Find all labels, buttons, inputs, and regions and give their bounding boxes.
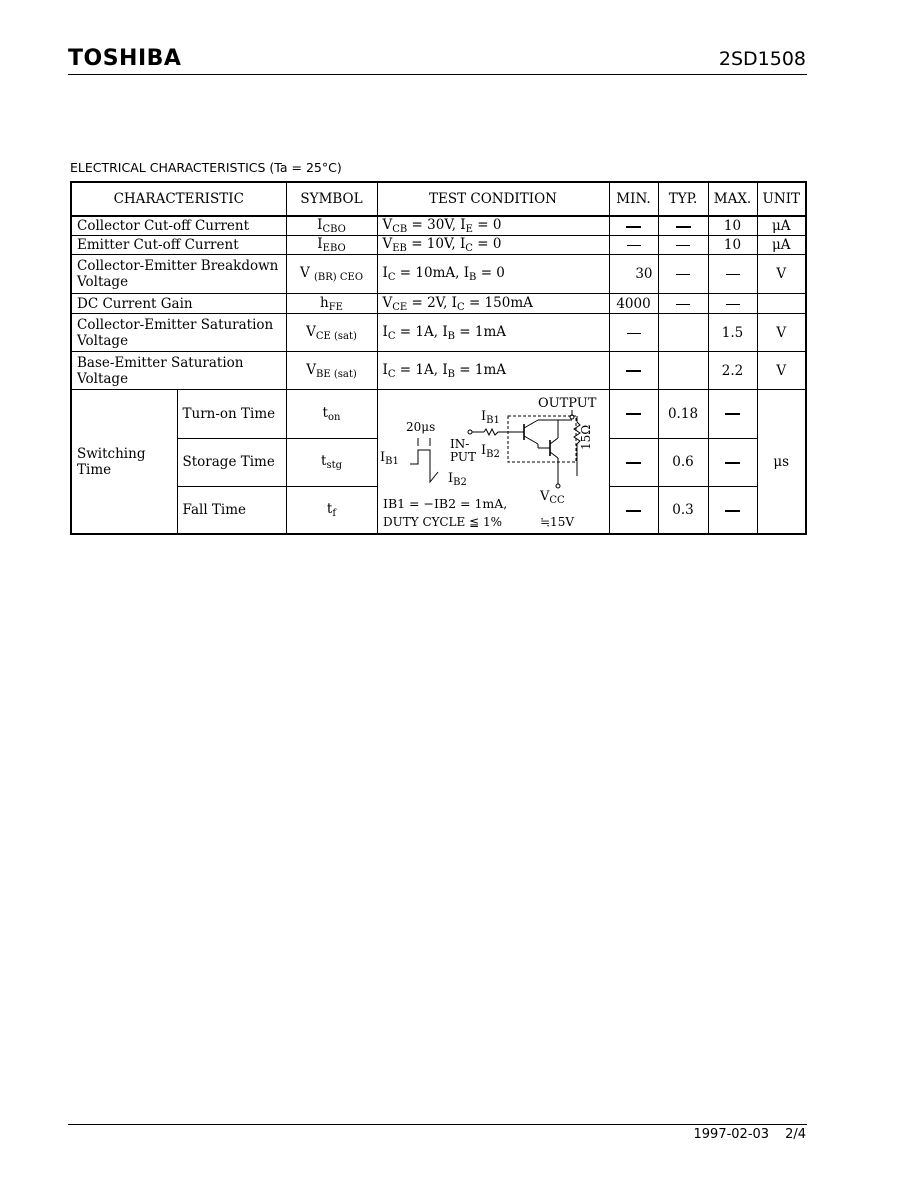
row-typ: [658, 236, 708, 255]
row-max: [708, 438, 757, 487]
row-symbol: $I_{EBO}$: [286, 236, 377, 255]
row-symbol: $t_{on}$: [286, 390, 377, 439]
switching-time-label: Switching Time: [71, 390, 177, 535]
table-row: [71, 236, 806, 255]
vcc-terminal-icon: [556, 484, 560, 488]
row-test-condition: $I_C = 10mA$, $I_B = 0$: [377, 255, 609, 294]
vcc-label: $V_{CC}$: [539, 489, 565, 506]
header-characteristic: CHARACTERISTIC: [71, 182, 286, 216]
table-header-row: [71, 182, 806, 216]
input-label: IN-: [449, 437, 469, 451]
row-max: 10: [708, 236, 757, 255]
toshiba-logo: TOSHIBA: [68, 46, 182, 71]
row-symbol: $t_f$: [286, 487, 377, 535]
table-row: [71, 314, 806, 352]
pulse-waveform-icon: [410, 450, 438, 482]
switching-unit: μs: [757, 390, 806, 535]
row-min: [609, 487, 658, 535]
row-typ: [658, 294, 708, 314]
row-unit: [757, 294, 806, 314]
row-symbol: $t_{stg}$: [286, 438, 377, 487]
ib1-label: $I_{B1}$: [480, 409, 500, 426]
row-max: [708, 390, 757, 439]
table-row: [71, 390, 806, 439]
row-max: [708, 294, 757, 314]
footer-date: 1997-02-03: [693, 1127, 770, 1142]
row-unit: μA: [757, 216, 806, 236]
row-characteristic: Base-Emitter Saturation Voltage: [71, 352, 286, 390]
row-min: [609, 216, 658, 236]
input-label-2: PUT: [449, 450, 476, 464]
row-symbol: $h_{FE}$: [286, 294, 377, 314]
switching-test-circuit: [377, 390, 609, 535]
row-min: 30: [609, 255, 658, 294]
switching-item-name: Fall Time: [177, 487, 286, 535]
row-typ: [658, 314, 708, 352]
ib2-pulse-label: $I_{B2}$: [447, 471, 467, 488]
header-min: MIN.: [609, 182, 658, 216]
row-min: [609, 314, 658, 352]
pulse-width-label: 20μs: [405, 420, 435, 434]
row-min: [609, 438, 658, 487]
header-unit: UNIT: [757, 182, 806, 216]
switching-condition-1: IB1 = −IB2 = 1mA,: [382, 496, 507, 511]
row-characteristic: Collector Cut-off Current: [71, 216, 286, 236]
header-symbol: SYMBOL: [286, 182, 377, 216]
row-characteristic: Collector-Emitter Breakdown Voltage: [71, 255, 286, 294]
header-max: MAX.: [708, 182, 757, 216]
footer: [678, 1127, 806, 1142]
row-unit: V: [757, 352, 806, 390]
header-typ: TYP.: [658, 182, 708, 216]
row-typ: 0.3: [658, 487, 708, 535]
row-characteristic: DC Current Gain: [71, 294, 286, 314]
row-max: 1.5: [708, 314, 757, 352]
row-unit: V: [757, 255, 806, 294]
table-row: [71, 294, 806, 314]
electrical-characteristics-table: [70, 181, 807, 535]
header-divider: [68, 74, 807, 75]
section-title: ELECTRICAL CHARACTERISTICS (Ta = 25°C): [70, 160, 342, 175]
row-typ: [658, 352, 708, 390]
part-number: 2SD1508: [718, 48, 806, 70]
row-test-condition: $V_{CE} = 2V$, $I_C = 150mA$: [377, 294, 609, 314]
row-characteristic: Emitter Cut-off Current: [71, 236, 286, 255]
test-circuit-diagram: [378, 390, 610, 533]
row-test-condition: $I_C = 1A$, $I_B = 1mA$: [377, 314, 609, 352]
row-typ: 0.18: [658, 390, 708, 439]
row-typ: 0.6: [658, 438, 708, 487]
darlington-package-icon: [508, 416, 576, 462]
row-max: 2.2: [708, 352, 757, 390]
ib2-label: $I_{B2}$: [480, 443, 500, 460]
input-terminal-icon: [468, 430, 472, 434]
row-test-condition: $I_C = 1A$, $I_B = 1mA$: [377, 352, 609, 390]
footer-page: 2/4: [785, 1127, 806, 1142]
row-min: [609, 352, 658, 390]
row-test-condition: $V_{CB} = 30V$, $I_E = 0$: [377, 216, 609, 236]
row-symbol: $I_{CBO}$: [286, 216, 377, 236]
ib1-pulse-label: $I_{B1}$: [379, 450, 399, 467]
row-unit: V: [757, 314, 806, 352]
row-test-condition: $V_{EB} = 10V$, $I_C = 0$: [377, 236, 609, 255]
footer-divider: [68, 1124, 807, 1125]
table-row: [71, 216, 806, 236]
row-typ: [658, 255, 708, 294]
row-min: [609, 236, 658, 255]
row-max: [708, 487, 757, 535]
row-min: 4000: [609, 294, 658, 314]
table-row: [71, 352, 806, 390]
switching-item-name: Storage Time: [177, 438, 286, 487]
switching-condition-2: DUTY CYCLE ≦ 1%: [382, 515, 502, 529]
row-max: 10: [708, 216, 757, 236]
row-max: [708, 255, 757, 294]
resistor-value: 15Ω: [578, 424, 593, 450]
row-unit: μA: [757, 236, 806, 255]
base-resistor-icon: [484, 429, 498, 435]
output-label: OUTPUT: [537, 396, 596, 411]
row-symbol: $V_{BE (sat)}$: [286, 352, 377, 390]
row-characteristic: Collector-Emitter Saturation Voltage: [71, 314, 286, 352]
switching-item-name: Turn-on Time: [177, 390, 286, 439]
row-symbol: $V_{CE (sat)}$: [286, 314, 377, 352]
vcc-value: ≒15V: [539, 515, 574, 529]
row-symbol: V $_{(BR) CEO}$: [286, 255, 377, 294]
row-min: [609, 390, 658, 439]
row-typ: [658, 216, 708, 236]
table-row: [71, 255, 806, 294]
header-test-condition: TEST CONDITION: [377, 182, 609, 216]
